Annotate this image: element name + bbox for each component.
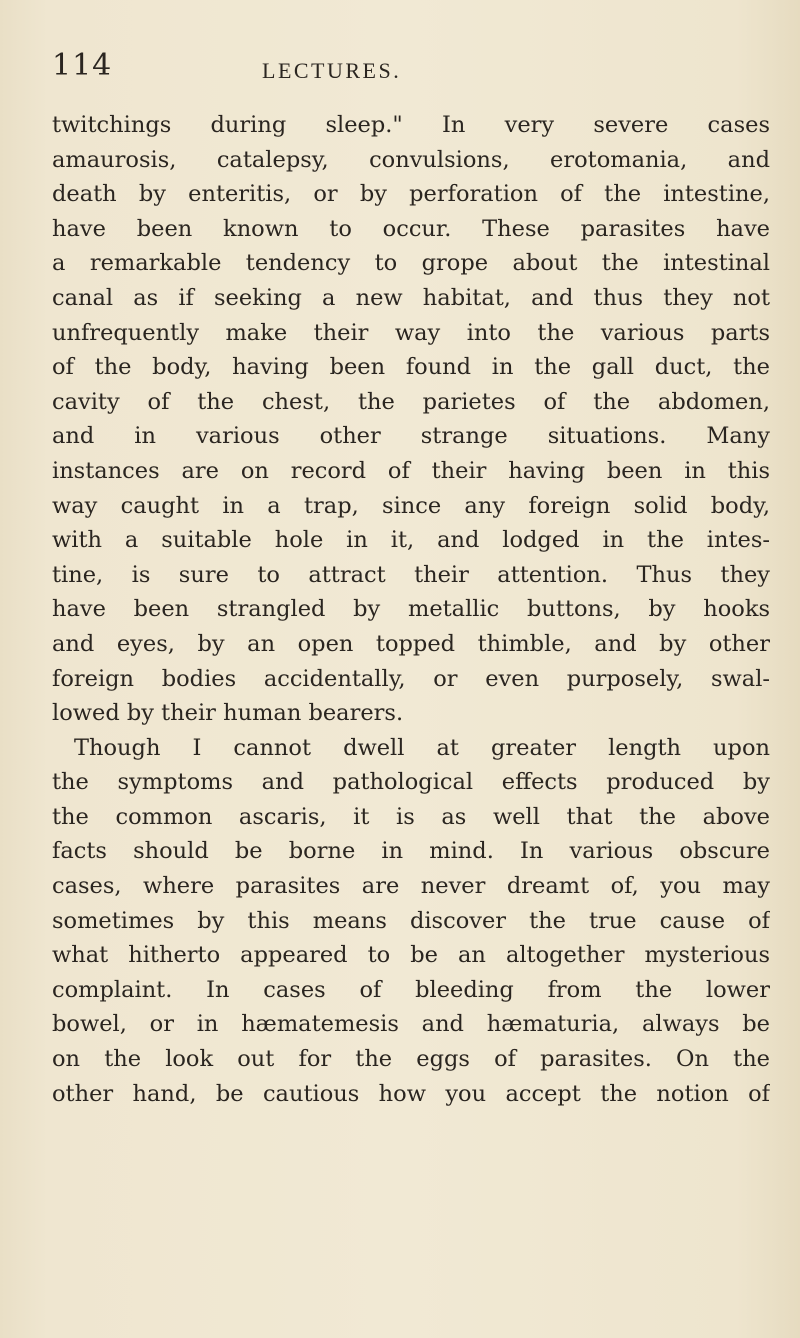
text-line: cavity of the chest, the parietes of the abdomen,	[52, 388, 770, 415]
text-line: tine, is sure to attract their attention. Thus they	[52, 561, 770, 588]
paragraph-start-line: Though I cannot dwell at greater length upon	[74, 734, 770, 761]
text-line: have been strangled by metallic buttons, by hooks	[52, 596, 770, 623]
text-line: amaurosis, catalepsy, convulsions, erotomania, and	[52, 146, 770, 173]
text-line: complaint. In cases of bleeding from the lower	[52, 976, 770, 1003]
text-line: cases, where parasites are never dreamt of, you may	[52, 873, 770, 900]
text-line: on the look out for the eggs of parasites. On the	[52, 1046, 770, 1073]
text-line: facts should be borne in mind. In various obscure	[52, 838, 770, 865]
text-line: death by enteritis, or by perforation of the intestine,	[52, 181, 770, 208]
page-header	[52, 48, 772, 88]
text-line: and eyes, by an open topped thimble, and by other	[52, 630, 770, 657]
body-text	[52, 108, 770, 1111]
text-line: bowel, or in hæmatemesis and hæmaturia, always be	[52, 1011, 770, 1038]
running-head: LECTURES.	[262, 58, 402, 83]
text-line: a remarkable tendency to grope about the intestinal	[52, 250, 770, 277]
text-line: have been known to occur. These parasites have	[52, 215, 770, 242]
text-line: what hitherto appeared to be an altogether mysterious	[52, 942, 770, 969]
text-line: sometimes by this means discover the true cause of	[52, 907, 770, 934]
text-line: canal as if seeking a new habitat, and thus they not	[52, 284, 770, 311]
text-line: instances are on record of their having been in this	[52, 457, 770, 484]
text-line: of the body, having been found in the gall duct, the	[52, 354, 770, 381]
text-line: unfrequently make their way into the various parts	[52, 319, 770, 346]
text-line: and in various other strange situations. Many	[52, 423, 770, 450]
text-line: the symptoms and pathological effects produced by	[52, 769, 770, 796]
text-line: lowed by their human bearers.	[52, 700, 404, 727]
text-line: foreign bodies accidentally, or even purposely, swal-	[52, 665, 770, 692]
text-line: with a suitable hole in it, and lodged in the intes-	[52, 527, 770, 554]
text-line: way caught in a trap, since any foreign solid body,	[52, 492, 770, 519]
text-line: twitchings during sleep." In very severe cases	[52, 112, 770, 138]
page-number: 114	[52, 48, 113, 83]
text-line: other hand, be cautious how you accept the notion of	[52, 1080, 770, 1107]
text-line: the common ascaris, it is as well that the above	[52, 803, 770, 830]
